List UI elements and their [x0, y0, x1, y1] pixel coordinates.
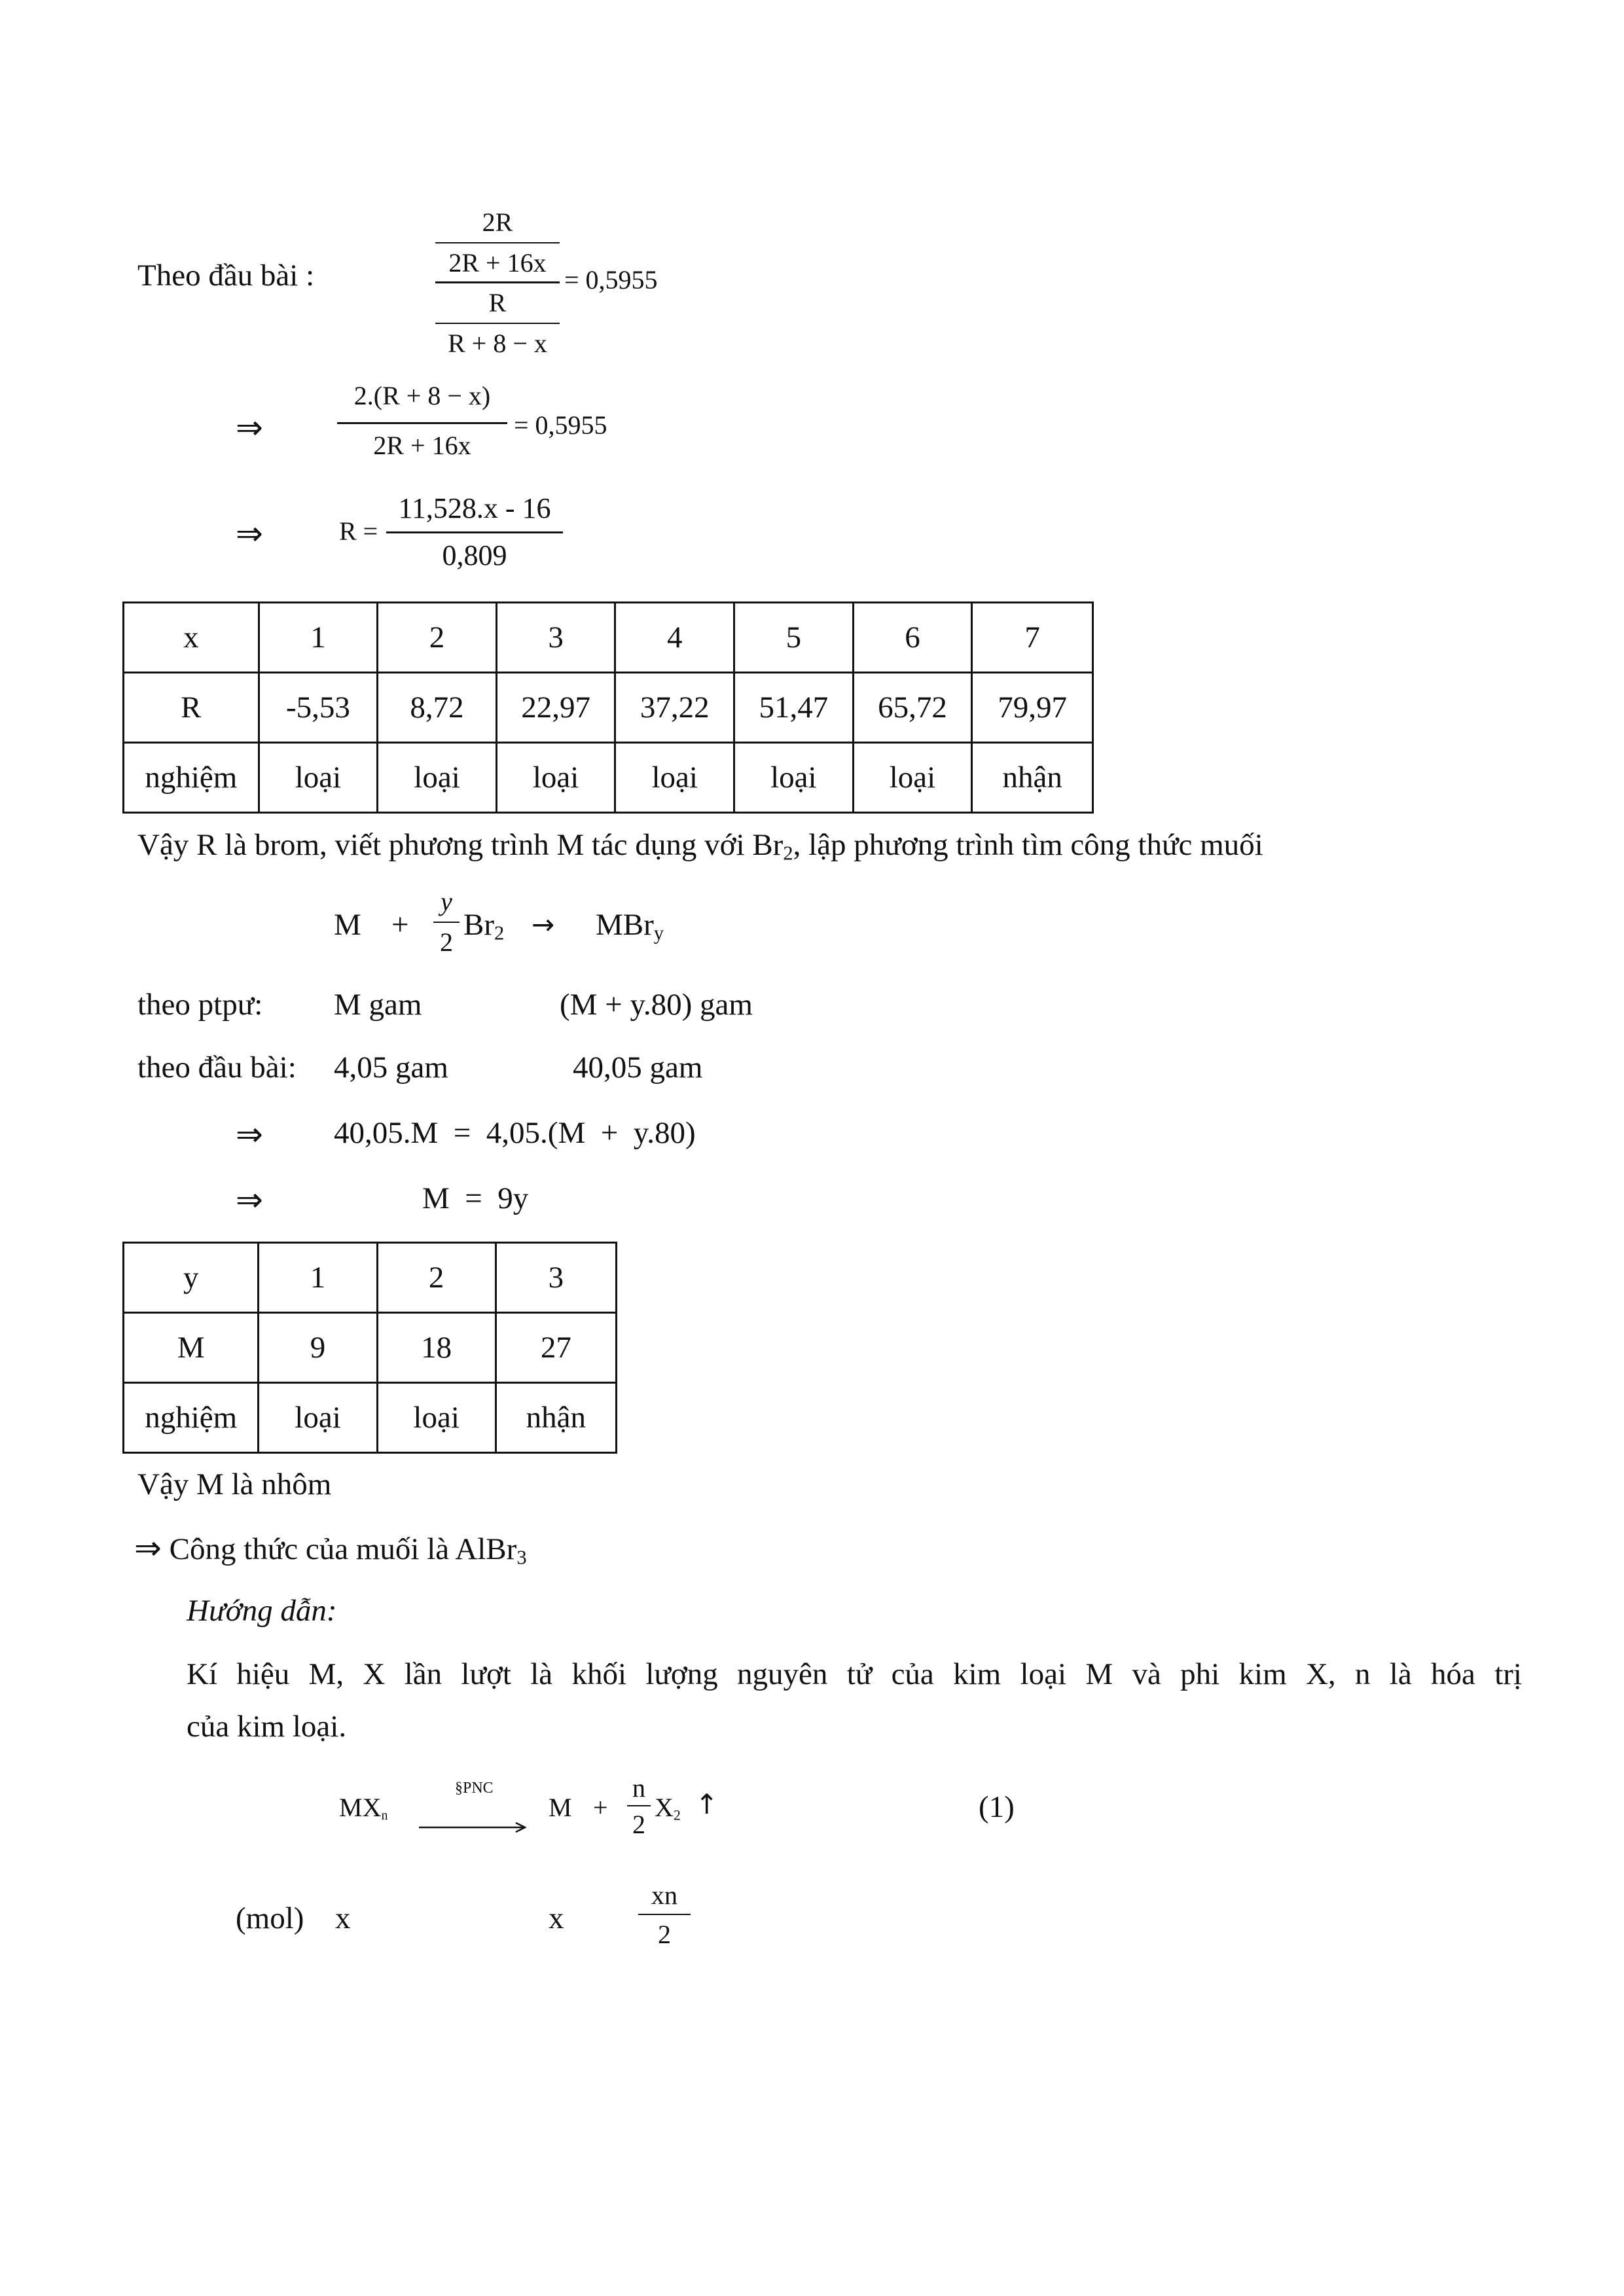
table-cell: 7: [972, 603, 1093, 673]
daubai-m: 4,05 gam: [334, 1050, 448, 1085]
table-row: [124, 743, 1093, 813]
table-cell: nghiệm: [124, 743, 259, 813]
ptpu-prod: (M + y.80) gam: [560, 988, 753, 1022]
mol-c-bar: [638, 1914, 691, 1915]
table-x-r: [122, 601, 1094, 814]
table-row: [124, 1243, 617, 1313]
table-cell: 8,72: [378, 673, 497, 743]
mol-c-num: xn: [651, 1880, 677, 1910]
conclusion-brom-text-b: , lập phương trình tìm công thức muối: [793, 828, 1263, 862]
step1-compound-fraction: [435, 209, 560, 367]
reaction1-arrow-icon: →: [532, 908, 555, 941]
step2-implies-icon: ⇒: [236, 408, 263, 446]
table-cell: loại: [734, 743, 854, 813]
reaction2-coef: [627, 1775, 651, 1847]
table-row: [124, 1383, 617, 1453]
step1-label: Theo đầu bài :: [137, 259, 315, 293]
step1-inner-bar-top: [435, 242, 560, 243]
table-cell: 18: [377, 1313, 496, 1383]
table-cell: loại: [615, 743, 734, 813]
reaction1-m: M: [334, 908, 361, 942]
step2-den: 2R + 16x: [373, 431, 471, 460]
reaction2-plus: +: [593, 1793, 608, 1822]
reaction2-m: M: [549, 1793, 572, 1822]
mol-c-den: 2: [658, 1920, 671, 1949]
step1-inner-num-den: 2R + 16x: [448, 248, 547, 278]
reaction2-coef-bar: [627, 1805, 651, 1806]
reaction1-plus: +: [391, 908, 409, 942]
gas-up-icon: ↑: [695, 1788, 719, 1820]
reaction2-reactant: $MX_n$: [339, 1793, 388, 1823]
step1-main-bar: [435, 281, 560, 283]
conclusion-brom-text-a: Vậy R là brom, viết phương trình M tác dụng với Br: [137, 828, 784, 862]
table-cell: 3: [496, 603, 615, 673]
table-cell: M: [124, 1313, 259, 1383]
table-cell: 51,47: [734, 673, 854, 743]
conclusion-formula: ⇒ Công thức của muối là AlBr$_3$: [134, 1529, 527, 1569]
reaction1-coef-bar: [433, 922, 460, 923]
step4-implies-icon: ⇒: [236, 1115, 263, 1153]
table-cell: loại: [378, 743, 497, 813]
table-cell: loại: [496, 743, 615, 813]
conclusion-brom: [137, 830, 1263, 863]
step3-bar: [386, 531, 563, 533]
guide-line1: Kí hiệu M, X lần lượt là khối lượng nguyên tử của kim loại M và phi kim X, n là hóa trị: [187, 1657, 1522, 1691]
table-cell: nhận: [496, 1383, 616, 1453]
step1-inner-bar-bottom: [435, 323, 560, 324]
table-row: [124, 603, 1093, 673]
table-cell: loại: [853, 743, 972, 813]
table-cell: 65,72: [853, 673, 972, 743]
step3-implies-icon: ⇒: [236, 514, 263, 552]
ptpu-label: theo ptpư:: [137, 988, 263, 1022]
table-cell: 79,97: [972, 673, 1093, 743]
table-row: [124, 1313, 617, 1383]
table-cell: -5,53: [259, 673, 378, 743]
table-cell: nhận: [972, 743, 1093, 813]
step3-fraction: [386, 494, 563, 579]
table-cell: 2: [377, 1243, 496, 1313]
table-cell: R: [124, 673, 259, 743]
reaction2-arrow-icon: [419, 1806, 530, 1820]
table-cell: 1: [259, 1243, 377, 1313]
step4-eq: 40,05.M = 4,05.(M + y.80): [334, 1116, 696, 1150]
guide-title: Hướng dẫn:: [187, 1594, 337, 1628]
table-cell: 9: [259, 1313, 377, 1383]
reaction2-arrow-svg: [419, 1821, 530, 1834]
reaction2-condition: §PNC: [455, 1780, 494, 1797]
table-cell: 37,22: [615, 673, 734, 743]
table-cell: 6: [853, 603, 972, 673]
step2-num: 2.(R + 8 − x): [353, 381, 491, 410]
guide-line2: của kim loại.: [187, 1710, 347, 1744]
step5-eq: M = 9y: [422, 1181, 529, 1215]
mol-a: x: [335, 1901, 351, 1935]
reaction1-product: MBr$_y$: [596, 908, 664, 944]
table-cell: 3: [496, 1243, 616, 1313]
table-cell: x: [124, 603, 259, 673]
step1-inner-den-num: R: [488, 288, 507, 317]
table-row: [124, 673, 1093, 743]
step1-inner-num-num: 2R: [482, 207, 513, 237]
ptpu-m: M gam: [334, 988, 422, 1022]
reaction2-label: (1): [979, 1790, 1015, 1824]
table-cell: 4: [615, 603, 734, 673]
mol-c-fraction: [638, 1882, 691, 1954]
reaction1-coef: [433, 889, 460, 967]
table-cell: 22,97: [496, 673, 615, 743]
table-cell: 1: [259, 603, 378, 673]
conclusion-brom-sub: 2: [783, 842, 793, 865]
table-cell: y: [124, 1243, 259, 1313]
step1-inner-den-den: R + 8 − x: [448, 329, 547, 358]
table-y-m: [122, 1242, 617, 1454]
step5-implies-icon: ⇒: [236, 1181, 263, 1219]
reaction2-coef-den: 2: [632, 1810, 645, 1839]
reaction1-coef-num: y: [441, 887, 452, 916]
table-cell: loại: [259, 743, 378, 813]
daubai-prod: 40,05 gam: [573, 1050, 703, 1085]
conclusion-implies-icon: ⇒: [134, 1529, 162, 1567]
table-cell: loại: [259, 1383, 377, 1453]
reaction2-x2: $X_2$: [655, 1793, 681, 1823]
daubai-label: theo đầu bài:: [137, 1050, 297, 1085]
step1-rhs: = 0,5955: [564, 265, 658, 295]
table-cell: nghiệm: [124, 1383, 259, 1453]
table-cell: loại: [377, 1383, 496, 1453]
step2-rhs: = 0,5955: [514, 410, 607, 440]
reaction1-coef-den: 2: [440, 927, 453, 957]
table-cell: 2: [378, 603, 497, 673]
table-cell: 27: [496, 1313, 616, 1383]
step2-bar: [337, 422, 507, 424]
step3-den: 0,809: [442, 539, 507, 571]
step2-fraction: [337, 383, 507, 468]
table-cell: 5: [734, 603, 854, 673]
step3-num: 11,528.x - 16: [398, 492, 551, 524]
mol-b: x: [549, 1901, 564, 1935]
mol-label: (mol): [236, 1901, 304, 1935]
step3-lhs: R =: [339, 516, 378, 546]
conclusion-nhom: Vậy M là nhôm: [137, 1467, 332, 1501]
reaction2-coef-num: n: [632, 1773, 645, 1803]
reaction1-br: $Br_2$: [463, 908, 505, 944]
